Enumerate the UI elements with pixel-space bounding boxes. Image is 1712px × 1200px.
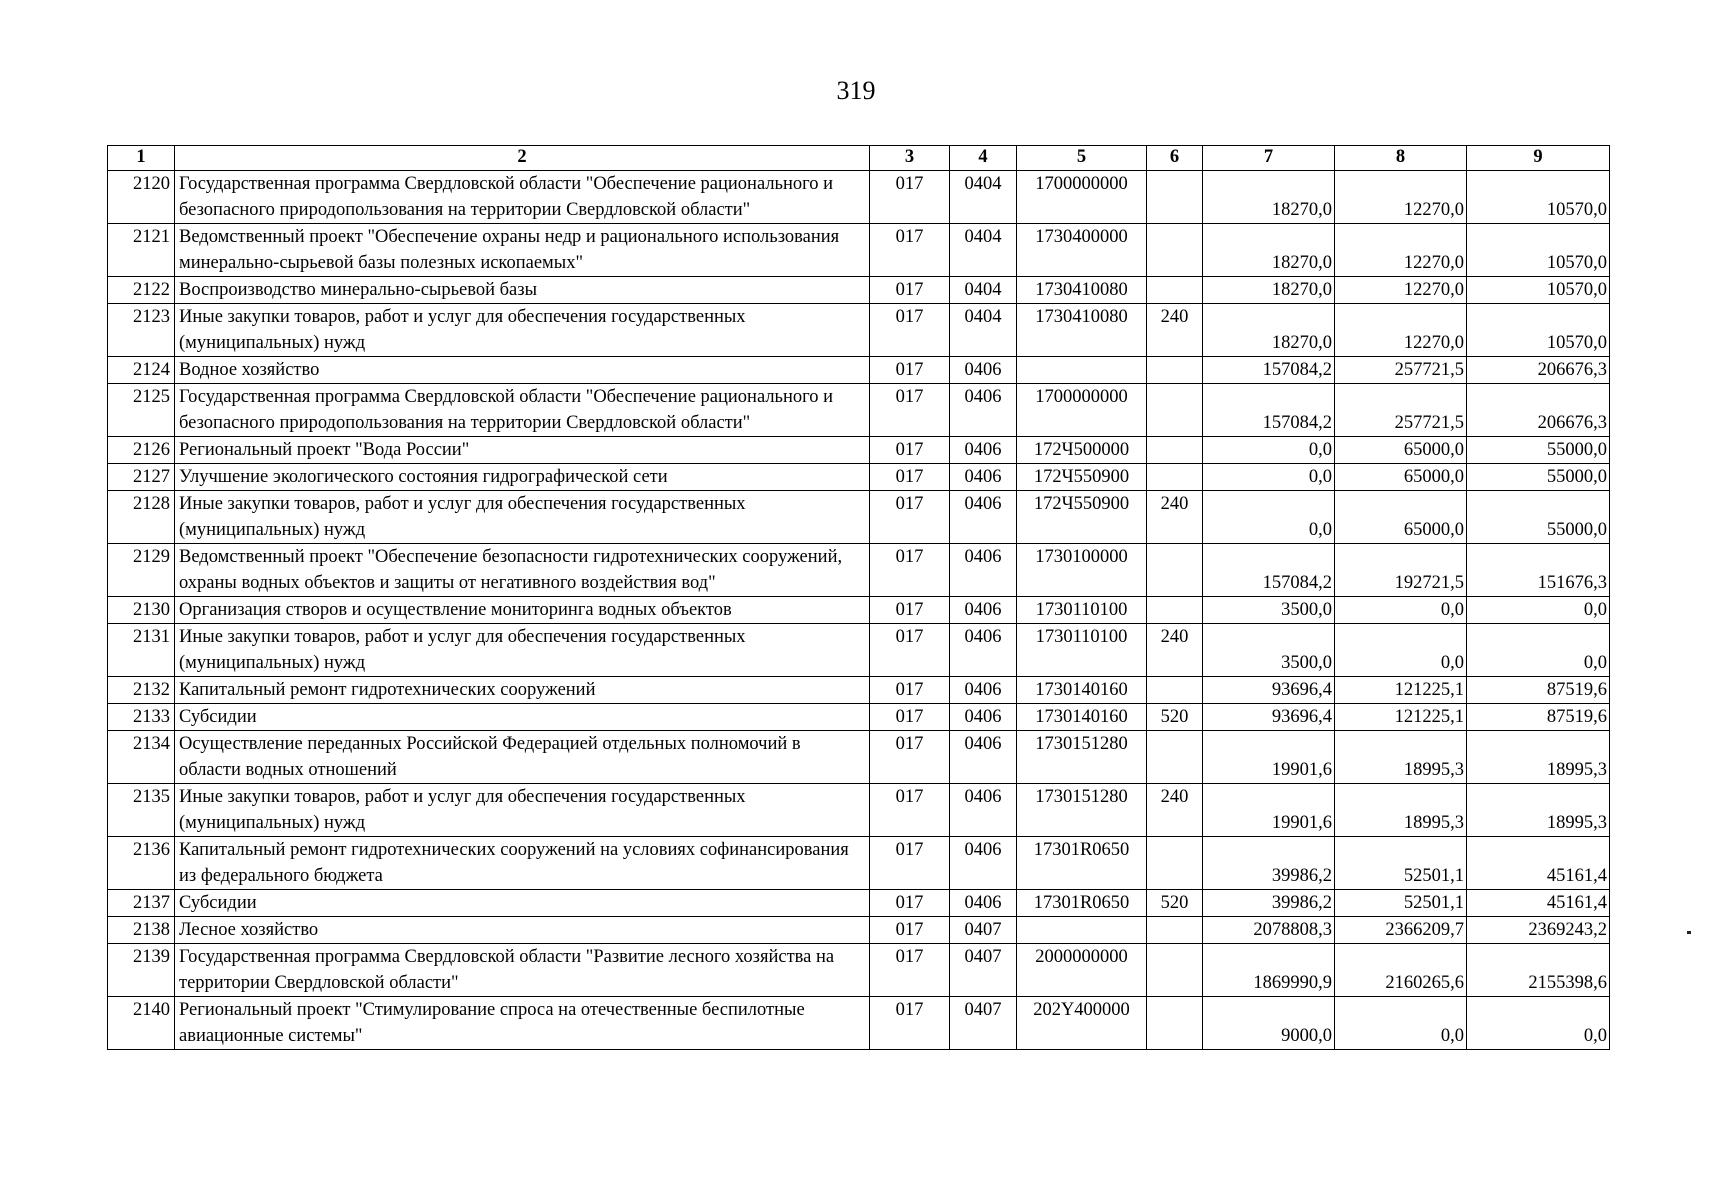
column-header: 4 [950,146,1017,171]
department-code-cell: 017 [870,277,950,304]
amount-col7-cell: 3500,0 [1203,597,1335,624]
table-row [108,277,1610,304]
row-number-cell: 2127 [108,464,175,491]
department-code-cell: 017 [870,917,950,944]
column-header: 3 [870,146,950,171]
amount-col7-cell: 157084,2 [1203,357,1335,384]
column-header: 6 [1147,146,1203,171]
target-article-cell: 1730410080 [1017,304,1147,357]
amount-col7-cell: 18270,0 [1203,277,1335,304]
department-code-cell: 017 [870,384,950,437]
department-code-cell: 017 [870,837,950,890]
column-header: 7 [1203,146,1335,171]
target-article-cell [1017,917,1147,944]
row-number-cell: 2134 [108,731,175,784]
expense-type-cell: 240 [1147,304,1203,357]
expense-type-cell [1147,464,1203,491]
section-code-cell: 0406 [950,624,1017,677]
amount-col9-cell: 55000,0 [1467,464,1610,491]
item-name-cell: Субсидии [175,890,870,917]
column-header: 1 [108,146,175,171]
department-code-cell: 017 [870,464,950,491]
amount-col8-cell: 2160265,6 [1335,944,1467,997]
section-code-cell: 0407 [950,917,1017,944]
target-article-cell: 1730140160 [1017,704,1147,731]
column-header: 8 [1335,146,1467,171]
item-name-cell: Иные закупки товаров, работ и услуг для обеспечения государственных (муниципальных) нужд [175,624,870,677]
amount-col7-cell: 0,0 [1203,464,1335,491]
amount-col9-cell: 55000,0 [1467,491,1610,544]
row-number-cell: 2125 [108,384,175,437]
amount-col9-cell: 18995,3 [1467,731,1610,784]
row-number-cell: 2129 [108,544,175,597]
section-code-cell: 0406 [950,784,1017,837]
table-row [108,677,1610,704]
item-name-cell: Улучшение экологического состояния гидрографической сети [175,464,870,491]
amount-col9-cell: 206676,3 [1467,357,1610,384]
target-article-cell: 2000000000 [1017,944,1147,997]
department-code-cell: 017 [870,944,950,997]
amount-col8-cell: 121225,1 [1335,704,1467,731]
item-name-cell: Субсидии [175,704,870,731]
table-row [108,224,1610,277]
expense-type-cell: 240 [1147,624,1203,677]
item-name-cell: Капитальный ремонт гидротехнических сооружений на условиях софинансирования из федерального бюджета [175,837,870,890]
column-header: 9 [1467,146,1610,171]
target-article-cell [1017,357,1147,384]
row-number-cell: 2131 [108,624,175,677]
expense-type-cell [1147,997,1203,1050]
section-code-cell: 0406 [950,837,1017,890]
item-name-cell: Региональный проект "Вода России" [175,437,870,464]
target-article-cell: 1730100000 [1017,544,1147,597]
amount-col9-cell: 10570,0 [1467,304,1610,357]
item-name-cell: Ведомственный проект "Обеспечение безопасности гидротехнических сооружений, охраны водных объектов и защиты от негативного воздействия вод" [175,544,870,597]
expense-type-cell [1147,544,1203,597]
expense-type-cell [1147,171,1203,224]
amount-col8-cell: 12270,0 [1335,224,1467,277]
amount-col8-cell: 121225,1 [1335,677,1467,704]
expense-type-cell [1147,277,1203,304]
table-row [108,997,1610,1050]
amount-col7-cell: 157084,2 [1203,544,1335,597]
amount-col7-cell: 2078808,3 [1203,917,1335,944]
item-name-cell: Иные закупки товаров, работ и услуг для обеспечения государственных (муниципальных) нужд [175,491,870,544]
row-number-cell: 2137 [108,890,175,917]
item-name-cell: Капитальный ремонт гидротехнических сооружений [175,677,870,704]
target-article-cell: 17301R0650 [1017,837,1147,890]
section-code-cell: 0406 [950,677,1017,704]
section-code-cell: 0406 [950,597,1017,624]
section-code-cell: 0406 [950,464,1017,491]
item-name-cell: Государственная программа Свердловской области "Обеспечение рационального и безопасного природопользования на территории Свердловской области" [175,384,870,437]
item-name-cell: Иные закупки товаров, работ и услуг для обеспечения государственных (муниципальных) нужд [175,784,870,837]
department-code-cell: 017 [870,171,950,224]
expense-type-cell [1147,677,1203,704]
amount-col9-cell: 206676,3 [1467,384,1610,437]
amount-col8-cell: 0,0 [1335,597,1467,624]
expense-type-cell [1147,944,1203,997]
amount-col7-cell: 39986,2 [1203,837,1335,890]
amount-col8-cell: 12270,0 [1335,304,1467,357]
section-code-cell: 0406 [950,731,1017,784]
expense-type-cell: 240 [1147,784,1203,837]
department-code-cell: 017 [870,624,950,677]
department-code-cell: 017 [870,304,950,357]
section-code-cell: 0406 [950,890,1017,917]
target-article-cell: 172Ч550900 [1017,464,1147,491]
amount-col9-cell: 2369243,2 [1467,917,1610,944]
section-code-cell: 0406 [950,437,1017,464]
amount-col8-cell: 65000,0 [1335,491,1467,544]
target-article-cell: 1700000000 [1017,171,1147,224]
target-article-cell: 1730151280 [1017,731,1147,784]
row-number-cell: 2124 [108,357,175,384]
row-number-cell: 2130 [108,597,175,624]
amount-col7-cell: 3500,0 [1203,624,1335,677]
amount-col8-cell: 65000,0 [1335,437,1467,464]
amount-col8-cell: 192721,5 [1335,544,1467,597]
item-name-cell: Ведомственный проект "Обеспечение охраны недр и рационального использования минерально-сырьевой базы полезных ископаемых" [175,224,870,277]
row-number-cell: 2135 [108,784,175,837]
table-body [108,171,1610,1050]
section-code-cell: 0404 [950,277,1017,304]
department-code-cell: 017 [870,224,950,277]
amount-col9-cell: 10570,0 [1467,277,1610,304]
table-row [108,384,1610,437]
column-header: 2 [175,146,870,171]
section-code-cell: 0407 [950,944,1017,997]
amount-col9-cell: 151676,3 [1467,544,1610,597]
department-code-cell: 017 [870,890,950,917]
amount-col9-cell: 2155398,6 [1467,944,1610,997]
amount-col9-cell: 18995,3 [1467,784,1610,837]
table-row [108,597,1610,624]
item-name-cell: Организация створов и осуществление мониторинга водных объектов [175,597,870,624]
amount-col7-cell: 157084,2 [1203,384,1335,437]
item-name-cell: Иные закупки товаров, работ и услуг для обеспечения государственных (муниципальных) нужд [175,304,870,357]
target-article-cell: 1730110100 [1017,624,1147,677]
item-name-cell: Государственная программа Свердловской области "Обеспечение рационального и безопасного природопользования на территории Свердловской области" [175,171,870,224]
target-article-cell: 1700000000 [1017,384,1147,437]
amount-col8-cell: 18995,3 [1335,784,1467,837]
amount-col9-cell: 87519,6 [1467,677,1610,704]
target-article-cell: 172Ч550900 [1017,491,1147,544]
expense-type-cell [1147,597,1203,624]
table-row [108,464,1610,491]
target-article-cell: 1730140160 [1017,677,1147,704]
target-article-cell: 172Ч500000 [1017,437,1147,464]
item-name-cell: Лесное хозяйство [175,917,870,944]
amount-col8-cell: 18995,3 [1335,731,1467,784]
row-number-cell: 2120 [108,171,175,224]
department-code-cell: 017 [870,357,950,384]
table-row [108,837,1610,890]
target-article-cell: 1730110100 [1017,597,1147,624]
amount-col8-cell: 12270,0 [1335,171,1467,224]
amount-col7-cell: 19901,6 [1203,731,1335,784]
department-code-cell: 017 [870,677,950,704]
amount-col7-cell: 1869990,9 [1203,944,1335,997]
row-number-cell: 2128 [108,491,175,544]
row-number-cell: 2138 [108,917,175,944]
amount-col9-cell: 0,0 [1467,997,1610,1050]
target-article-cell: 1730400000 [1017,224,1147,277]
amount-col7-cell: 39986,2 [1203,890,1335,917]
expense-type-cell: 520 [1147,704,1203,731]
row-number-cell: 2123 [108,304,175,357]
row-number-cell: 2136 [108,837,175,890]
table-row [108,731,1610,784]
section-code-cell: 0404 [950,304,1017,357]
amount-col8-cell: 0,0 [1335,624,1467,677]
expense-type-cell [1147,224,1203,277]
amount-col8-cell: 65000,0 [1335,464,1467,491]
amount-col9-cell: 0,0 [1467,624,1610,677]
amount-col8-cell: 52501,1 [1335,890,1467,917]
amount-col7-cell: 19901,6 [1203,784,1335,837]
table-row [108,704,1610,731]
amount-col8-cell: 52501,1 [1335,837,1467,890]
expense-type-cell [1147,437,1203,464]
expense-type-cell [1147,357,1203,384]
column-header: 5 [1017,146,1147,171]
amount-col9-cell: 0,0 [1467,597,1610,624]
item-name-cell: Региональный проект "Стимулирование спроса на отечественные беспилотные авиационные системы" [175,997,870,1050]
department-code-cell: 017 [870,544,950,597]
item-name-cell: Воспроизводство минерально-сырьевой базы [175,277,870,304]
table-row [108,437,1610,464]
department-code-cell: 017 [870,597,950,624]
amount-col7-cell: 93696,4 [1203,677,1335,704]
table-row [108,890,1610,917]
row-number-cell: 2139 [108,944,175,997]
expense-type-cell [1147,731,1203,784]
table-row [108,944,1610,997]
table-row [108,357,1610,384]
department-code-cell: 017 [870,704,950,731]
table-row [108,304,1610,357]
amount-col9-cell: 45161,4 [1467,837,1610,890]
section-code-cell: 0404 [950,224,1017,277]
table-row [108,784,1610,837]
budget-table [107,145,1610,1050]
amount-col7-cell: 18270,0 [1203,304,1335,357]
amount-col7-cell: 9000,0 [1203,997,1335,1050]
row-number-cell: 2122 [108,277,175,304]
amount-col7-cell: 18270,0 [1203,171,1335,224]
table-header-row [108,146,1610,171]
section-code-cell: 0406 [950,357,1017,384]
table-row [108,171,1610,224]
amount-col7-cell: 0,0 [1203,491,1335,544]
amount-col8-cell: 257721,5 [1335,384,1467,437]
page-number: 319 [836,76,876,105]
amount-col9-cell: 10570,0 [1467,171,1610,224]
amount-col8-cell: 12270,0 [1335,277,1467,304]
target-article-cell: 1730151280 [1017,784,1147,837]
department-code-cell: 017 [870,491,950,544]
section-code-cell: 0406 [950,704,1017,731]
section-code-cell: 0407 [950,997,1017,1050]
amount-col8-cell: 0,0 [1335,997,1467,1050]
amount-col9-cell: 55000,0 [1467,437,1610,464]
row-number-cell: 2140 [108,997,175,1050]
table-row [108,491,1610,544]
amount-col8-cell: 257721,5 [1335,357,1467,384]
table-row [108,544,1610,597]
row-number-cell: 2132 [108,677,175,704]
amount-col7-cell: 93696,4 [1203,704,1335,731]
row-number-cell: 2126 [108,437,175,464]
section-code-cell: 0406 [950,544,1017,597]
target-article-cell: 1730410080 [1017,277,1147,304]
department-code-cell: 017 [870,997,950,1050]
scan-speck [1687,931,1691,934]
expense-type-cell [1147,384,1203,437]
amount-col7-cell: 18270,0 [1203,224,1335,277]
amount-col9-cell: 45161,4 [1467,890,1610,917]
expense-type-cell [1147,837,1203,890]
amount-col9-cell: 87519,6 [1467,704,1610,731]
table-row [108,624,1610,677]
department-code-cell: 017 [870,731,950,784]
item-name-cell: Государственная программа Свердловской области "Развитие лесного хозяйства на территории Свердловской области" [175,944,870,997]
row-number-cell: 2121 [108,224,175,277]
amount-col9-cell: 10570,0 [1467,224,1610,277]
table-row [108,917,1610,944]
target-article-cell: 202Y400000 [1017,997,1147,1050]
amount-col8-cell: 2366209,7 [1335,917,1467,944]
expense-type-cell: 520 [1147,890,1203,917]
department-code-cell: 017 [870,784,950,837]
section-code-cell: 0406 [950,491,1017,544]
expense-type-cell [1147,917,1203,944]
section-code-cell: 0406 [950,384,1017,437]
section-code-cell: 0404 [950,171,1017,224]
item-name-cell: Водное хозяйство [175,357,870,384]
row-number-cell: 2133 [108,704,175,731]
target-article-cell: 17301R0650 [1017,890,1147,917]
department-code-cell: 017 [870,437,950,464]
amount-col7-cell: 0,0 [1203,437,1335,464]
expense-type-cell: 240 [1147,491,1203,544]
item-name-cell: Осуществление переданных Российской Федерацией отдельных полномочий в области водных отношений [175,731,870,784]
